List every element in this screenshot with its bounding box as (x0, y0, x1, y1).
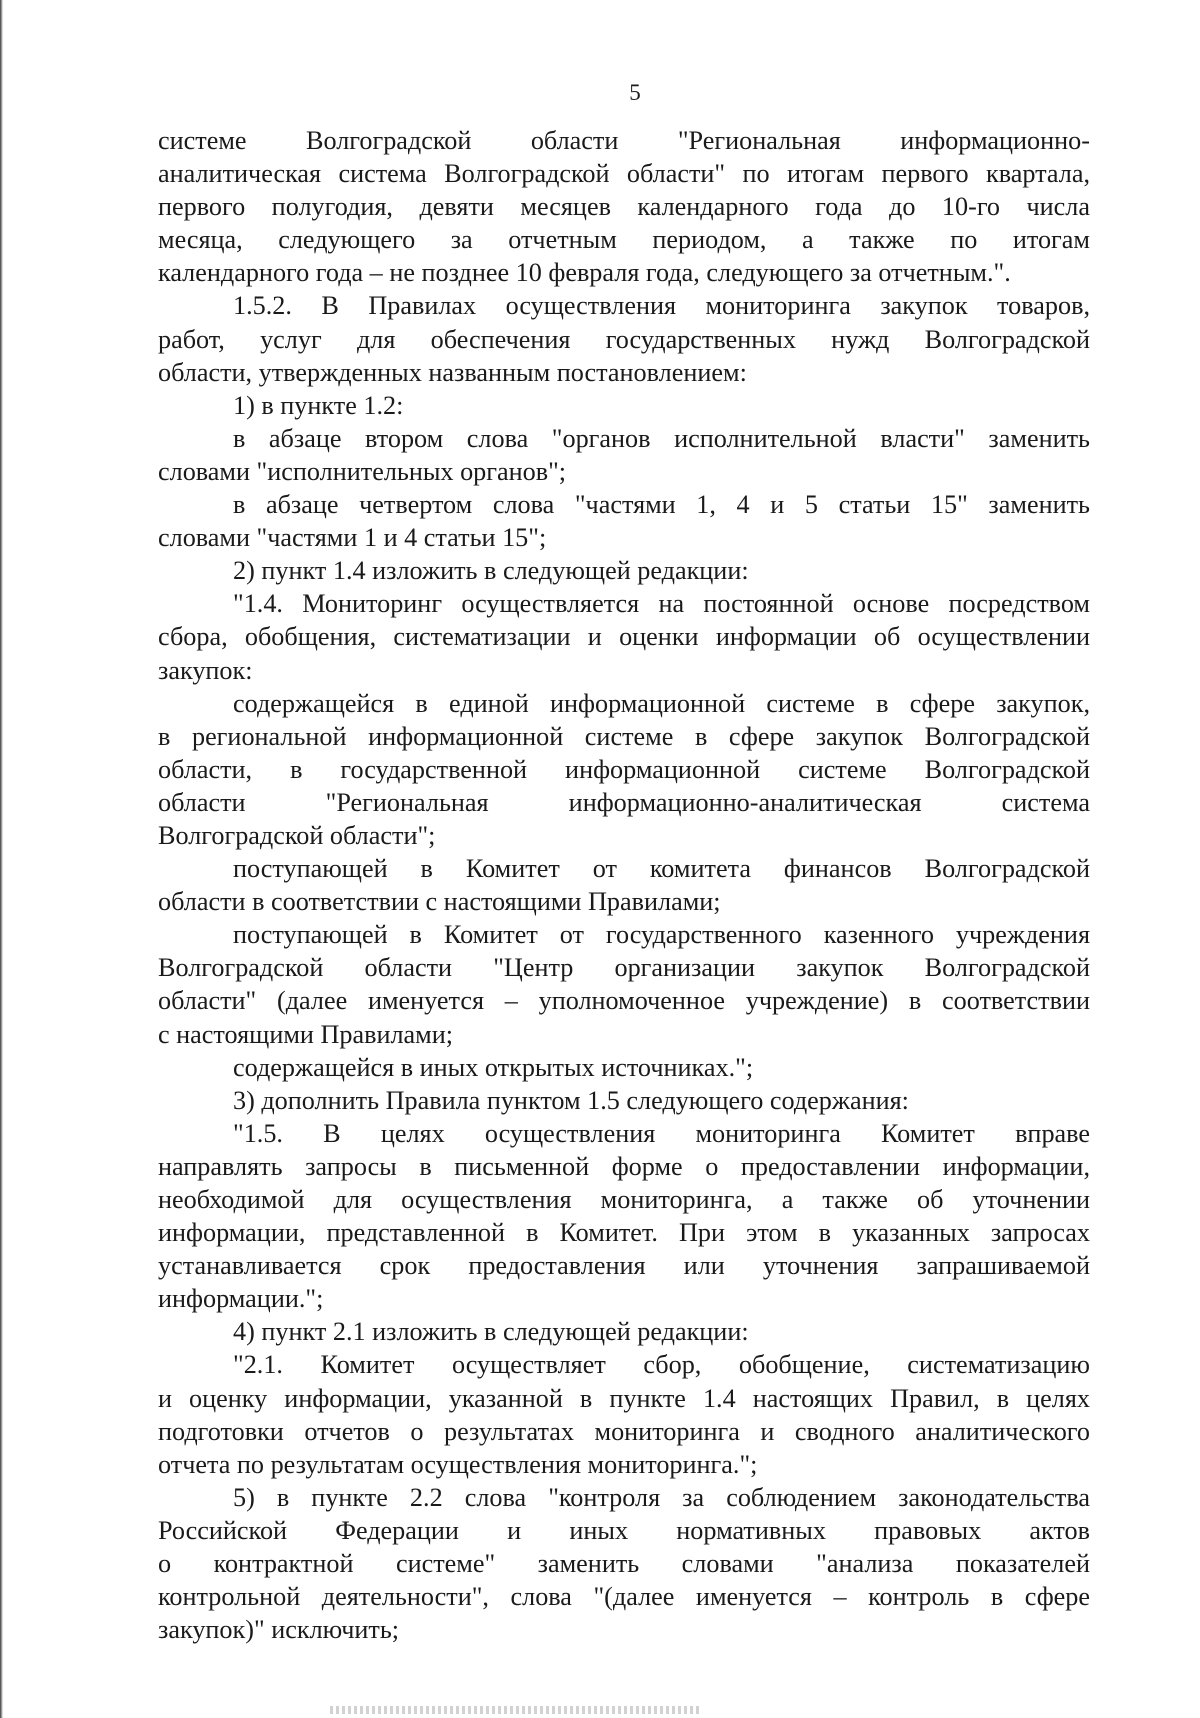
text-line: области в соответствии с настоящими Правилами; (158, 887, 721, 917)
text-line: области" (далее именуется – уполномоченное учреждение) в соответствии (158, 986, 1090, 1016)
text-line: 3) дополнить Правила пунктом 1.5 следующего содержания: (233, 1085, 909, 1115)
paragraph (158, 1315, 1090, 1348)
text-line: области, в государственной информационной системе Волгоградской (158, 754, 1090, 784)
paragraph (158, 1117, 1090, 1316)
paragraph (158, 918, 1090, 1050)
paragraph (158, 554, 1090, 587)
paragraph (158, 1051, 1090, 1084)
text-line: календарного года – не позднее 10 февраля года, следующего за отчетным.". (158, 258, 1011, 288)
text-line: о контрактной системе" заменить словами "анализа показателей (158, 1549, 1090, 1579)
text-line: сбора, обобщения, систематизации и оценки информации об осуществлении (158, 622, 1090, 652)
paragraph (158, 422, 1090, 488)
text-line: 1.5.2. В Правилах осуществления мониторинга закупок товаров, (233, 291, 1090, 321)
text-line: с настоящими Правилами; (158, 1019, 454, 1049)
text-line: закупок)" исключить; (158, 1615, 400, 1645)
text-line: месяца, следующего за отчетным периодом, а также по итогам (158, 225, 1090, 255)
text-line: 5) в пункте 2.2 слова "контроля за соблюдением законодательства (233, 1482, 1090, 1512)
text-line: поступающей в Комитет от комитета финансов Волгоградской (233, 854, 1090, 884)
paragraph (158, 1084, 1090, 1117)
scan-left-edge (0, 0, 3, 1718)
text-line: системе Волгоградской области "Региональная информационно- (158, 126, 1090, 155)
text-line: Волгоградской области"; (158, 820, 436, 850)
paragraph (158, 1348, 1090, 1480)
text-line: отчета по результатам осуществления мониторинга."; (158, 1449, 758, 1479)
text-line: контрольной деятельности", слова "(далее именуется – контроль в сфере (158, 1582, 1090, 1612)
text-line: работ, услуг для обеспечения государственных нужд Волгоградской (158, 324, 1090, 354)
text-line: словами "частями 1 и 4 статьи 15"; (158, 523, 547, 553)
text-line: закупок: (158, 655, 253, 685)
document-body (158, 124, 1090, 1646)
text-line: необходимой для осуществления мониторинга, а также об уточнении (158, 1185, 1090, 1214)
text-line: в региональной информационной системе в сфере закупок Волгоградской (158, 721, 1090, 751)
text-line: и оценку информации, указанной в пункте 1.4 настоящих Правил, в целях (158, 1383, 1090, 1413)
paragraph (158, 852, 1090, 918)
paragraph (158, 1481, 1090, 1646)
paragraph (158, 389, 1090, 422)
paragraph (158, 124, 1090, 289)
text-line: 1) в пункте 1.2: (233, 390, 404, 420)
text-line: подготовки отчетов о результатах мониторинга и сводного аналитического (158, 1416, 1090, 1446)
scan-artifact (330, 1706, 700, 1714)
text-line: устанавливается срок предоставления или уточнения запрашиваемой (158, 1251, 1090, 1281)
paragraph (158, 289, 1090, 388)
text-line: "1.5. В целях осуществления мониторинга Комитет вправе (233, 1118, 1090, 1148)
text-line: в абзаце втором слова "органов исполнительной власти" заменить (233, 423, 1090, 453)
text-line: области, утвержденных названным постановлением: (158, 357, 747, 387)
text-line: Волгоградской области "Центр организации закупок Волгоградской (158, 953, 1090, 983)
page-number: 5 (629, 80, 641, 105)
text-line: "1.4. Мониторинг осуществляется на постоянной основе посредством (233, 589, 1090, 619)
text-line: первого полугодия, девяти месяцев календарного года до 10-го числа (158, 192, 1090, 222)
paragraph (158, 488, 1090, 554)
text-line: области "Региональная информационно-аналитическая система (158, 787, 1090, 817)
paragraph (158, 587, 1090, 686)
text-line: "2.1. Комитет осуществляет сбор, обобщение, систематизацию (233, 1350, 1090, 1380)
text-line: 4) пункт 2.1 изложить в следующей редакции: (233, 1317, 749, 1347)
text-line: содержащейся в единой информационной системе в сфере закупок, (233, 688, 1090, 718)
text-line: поступающей в Комитет от государственного казенного учреждения (233, 920, 1090, 950)
paragraph (158, 687, 1090, 852)
text-line: информации."; (158, 1284, 324, 1314)
text-line: 2) пункт 1.4 изложить в следующей редакции: (233, 556, 749, 586)
text-line: в абзаце четвертом слова "частями 1, 4 и 5 статьи 15" заменить (233, 490, 1090, 520)
text-line: Российской Федерации и иных нормативных правовых актов (158, 1515, 1090, 1545)
text-line: информации, представленной в Комитет. При этом в указанных запросах (158, 1218, 1090, 1248)
text-line: направлять запросы в письменной форме о предоставлении информации, (158, 1151, 1090, 1181)
text-line: словами "исполнительных органов"; (158, 456, 567, 486)
text-line: аналитическая система Волгоградской области" по итогам первого квартала, (158, 159, 1090, 189)
text-line: содержащейся в иных открытых источниках."; (233, 1052, 754, 1082)
